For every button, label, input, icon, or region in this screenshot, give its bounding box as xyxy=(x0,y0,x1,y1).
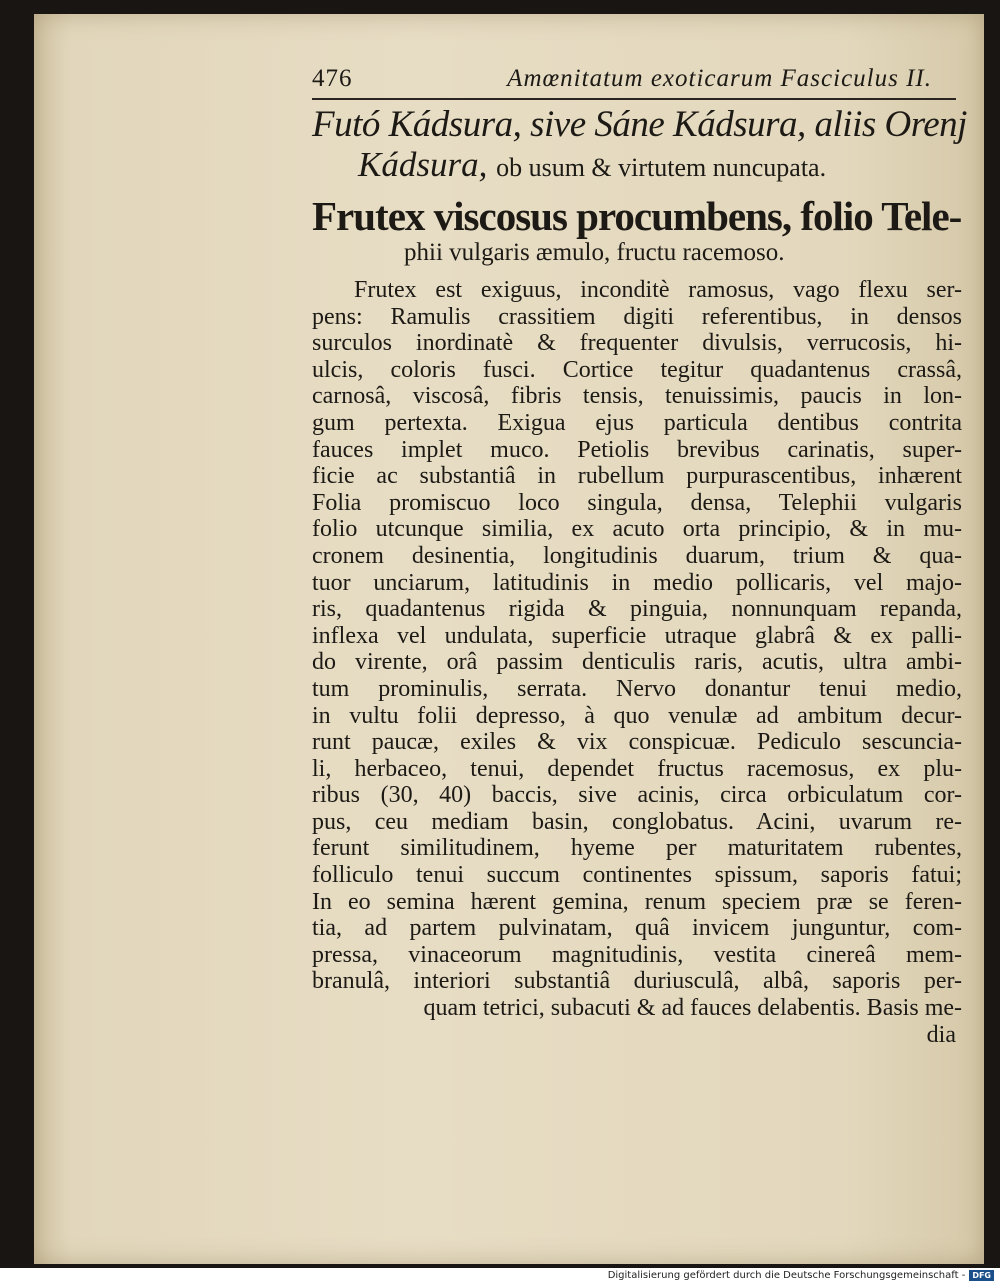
body-line: do virente, orâ passim denticulis raris, acutis, ultra ambi- xyxy=(312,649,962,676)
catchword: dia xyxy=(926,1021,956,1048)
heading-line-3: Frutex viscosus procumbens, folio Tele- xyxy=(312,193,962,239)
body-line: cronem desinentia, longitudinis duarum, trium & qua- xyxy=(312,542,962,569)
body-line: quam tetrici, subacuti & ad fauces delabentis. Basis me- xyxy=(423,995,962,1022)
heading-line-1: Futó Kádsura, sive Sáne Kádsura, aliis Orenj xyxy=(312,104,967,145)
dfg-logo: DFG xyxy=(969,1270,994,1281)
body-line: carnosâ, viscosâ, fibris tensis, tenuissimis, paucis in lon- xyxy=(312,383,962,410)
page-number: 476 xyxy=(312,65,353,92)
heading-line-2-rest: ob usum & virtutem nuncupata. xyxy=(496,153,827,182)
body-line: tum prominulis, serrata. Nervo donantur tenui medio, xyxy=(312,675,962,702)
heading-line-2 xyxy=(312,146,962,187)
body-line: ris, quadantenus rigida & pinguia, nonnunquam repanda, xyxy=(312,596,962,623)
body-line: pressa, vinaceorum magnitudinis, vestita cinereâ mem- xyxy=(312,941,962,968)
running-head xyxy=(312,62,956,100)
body-line: li, herbaceo, tenui, dependet fructus racemosus, ex plu- xyxy=(312,755,962,782)
body-line: in vultu folii depresso, à quo venulæ ad ambitum decur- xyxy=(312,702,962,729)
body-line: runt paucæ, exiles & vix conspicuæ. Pediculo sescuncia- xyxy=(312,729,962,756)
body-line: ulcis, coloris fusci. Cortice tegitur quadantenus crassâ, xyxy=(312,356,962,383)
digitization-credit xyxy=(608,1270,994,1281)
body-line: fauces implet muco. Petiolis brevibus carinatis, super- xyxy=(312,436,962,463)
body-line: folio utcunque similia, ex acuto orta principio, & in mu- xyxy=(312,516,962,543)
heading-line-2-italic: Kádsura, xyxy=(358,145,488,184)
running-head-title: Amœnitatum exoticarum Fasciculus II. xyxy=(507,65,932,92)
page-text-block xyxy=(312,62,967,1048)
body-line: In eo semina hærent gemina, renum speciem præ se feren- xyxy=(312,888,962,915)
body-line: surculos inordinatè & frequenter divulsis, verrucosis, hi- xyxy=(312,330,962,357)
body-line: ficie ac substantiâ in rubellum purpurascentibus, inhærent xyxy=(312,463,962,490)
body-line: pens: Ramulis crassitiem digiti referentibus, in densos xyxy=(312,303,962,330)
body-line: ferunt similitudinem, hyeme per maturitatem rubentes, xyxy=(312,835,962,862)
heading-line-4: phii vulgaris æmulo, fructu racemoso. xyxy=(404,239,785,266)
body-line: inflexa vel undulata, superficie utraque glabrâ & ex palli- xyxy=(312,622,962,649)
body-line: Folia promiscuo loco singula, densa, Telephii vulgaris xyxy=(312,489,962,516)
body-paragraph xyxy=(312,277,962,1022)
body-line: tia, ad partem pulvinatam, quâ invicem junguntur, com- xyxy=(312,915,962,942)
credit-text: Digitalisierung gefördert durch die Deutsche Forschungsgemeinschaft - xyxy=(607,1270,966,1281)
body-line: Frutex est exiguus, inconditè ramosus, vago flexu ser- xyxy=(354,277,962,303)
body-line: gum pertexta. Exigua ejus particula dentibus contrita xyxy=(312,409,962,436)
body-line: branulâ, interiori substantiâ duriusculâ, albâ, saporis per- xyxy=(312,968,962,995)
body-line: pus, ceu mediam basin, conglobatus. Acini, uvarum re- xyxy=(312,808,962,835)
body-line: folliculo tenui succum continentes spissum, saporis fatui; xyxy=(312,862,962,889)
body-line: tuor unciarum, latitudinis in medio pollicaris, vel majo- xyxy=(312,569,962,596)
body-line: ribus (30, 40) baccis, sive acinis, circa orbiculatum cor- xyxy=(312,782,962,809)
